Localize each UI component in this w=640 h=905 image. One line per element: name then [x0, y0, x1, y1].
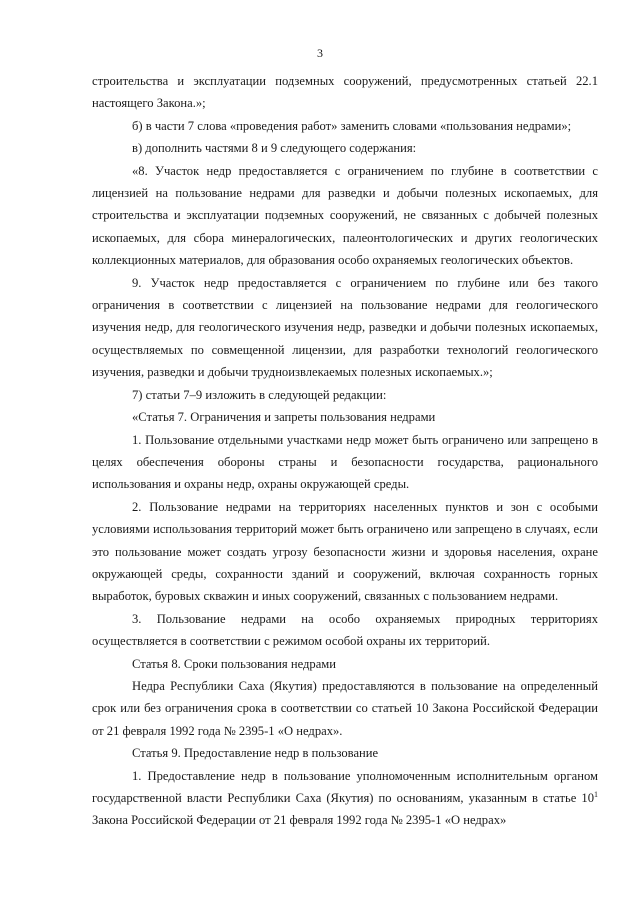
paragraph: «Статья 7. Ограничения и запреты пользования недрами [132, 410, 436, 425]
paragraph: 7) статьи 7–9 изложить в следующей редакции: [132, 387, 387, 402]
paragraph-start: 1. Предоставление недр в пользование уполномоченным исполнительным органом государственной власти Республики Саха (Якутия) по основаниям, указанным в статье 10 [92, 768, 598, 805]
paragraph-end: Закона Российской Федерации от 21 февраля 1992 года № 2395-1 «О недрах» [92, 813, 507, 828]
paragraph: 3. Пользование недрами на особо охраняемых природных территориях осуществляется в соответствии с режимом особой охраны их территорий. [92, 611, 598, 649]
paragraph: 1. Пользование отдельными участками недр может быть ограничено или запрещено в целях обеспечения обороны страны и безопасности государства, рационального использования и охраны недр, охраны окружающей среды. [92, 432, 598, 492]
paragraph: б) в части 7 слова «проведения работ» заменить словами «пользования недрами»; [132, 118, 572, 133]
paragraph [92, 765, 598, 832]
paragraph: строительства и эксплуатации подземных сооружений, предусмотренных статьей 22.1 настоящего Закона.»; [92, 74, 598, 111]
document-body [92, 70, 598, 832]
superscript: 1 [594, 789, 598, 799]
paragraph: 2. Пользование недрами на территориях населенных пунктов и зон с особыми условиями использования территорий может быть ограничено или запрещено в случаях, если это пользование может создать угрозу безопасности жизни и здоровья населения, охране окружающей среды, сохранности зданий и сооружений, включая сохранность горных выработок, буровых скважин и иных сооружений, связанных с пользованием недрами. [92, 499, 598, 604]
page-number: 3 [317, 46, 323, 60]
paragraph: Недра Республики Саха (Якутия) предоставляются в пользование на определенный срок или без ограничения срока в соответствии со статьей 10 Закона Российской Федерации от 21 февраля 1992 года № 2395-1 «О недрах». [92, 678, 598, 738]
paragraph: 9. Участок недр предоставляется с ограничением по глубине или без такого ограничения в соответствии с лицензией на пользование недрами для геологического изучения недр, для геологического изучения недр, разведки и добычи полезных ископаемых, осуществляемых по совмещенной лицензии, для разработки технологий геологического изучения, разведки и добычи трудноизвлекаемых полезных ископаемых.»; [92, 275, 598, 380]
paragraph: Статья 8. Сроки пользования недрами [132, 656, 336, 671]
paragraph: в) дополнить частями 8 и 9 следующего содержания: [132, 141, 417, 156]
paragraph: «8. Участок недр предоставляется с ограничением по глубине в соответствии с лицензией на пользование недрами для разведки и добычи полезных ископаемых, для строительства и эксплуатации подземных сооружений, не связанных с добычей полезных ископаемых, для сбора минералогических, палеонтологических и других геологических коллекционных материалов, для образования особо охраняемых геологических объектов. [92, 163, 598, 268]
paragraph: Статья 9. Предоставление недр в пользование [132, 746, 379, 761]
